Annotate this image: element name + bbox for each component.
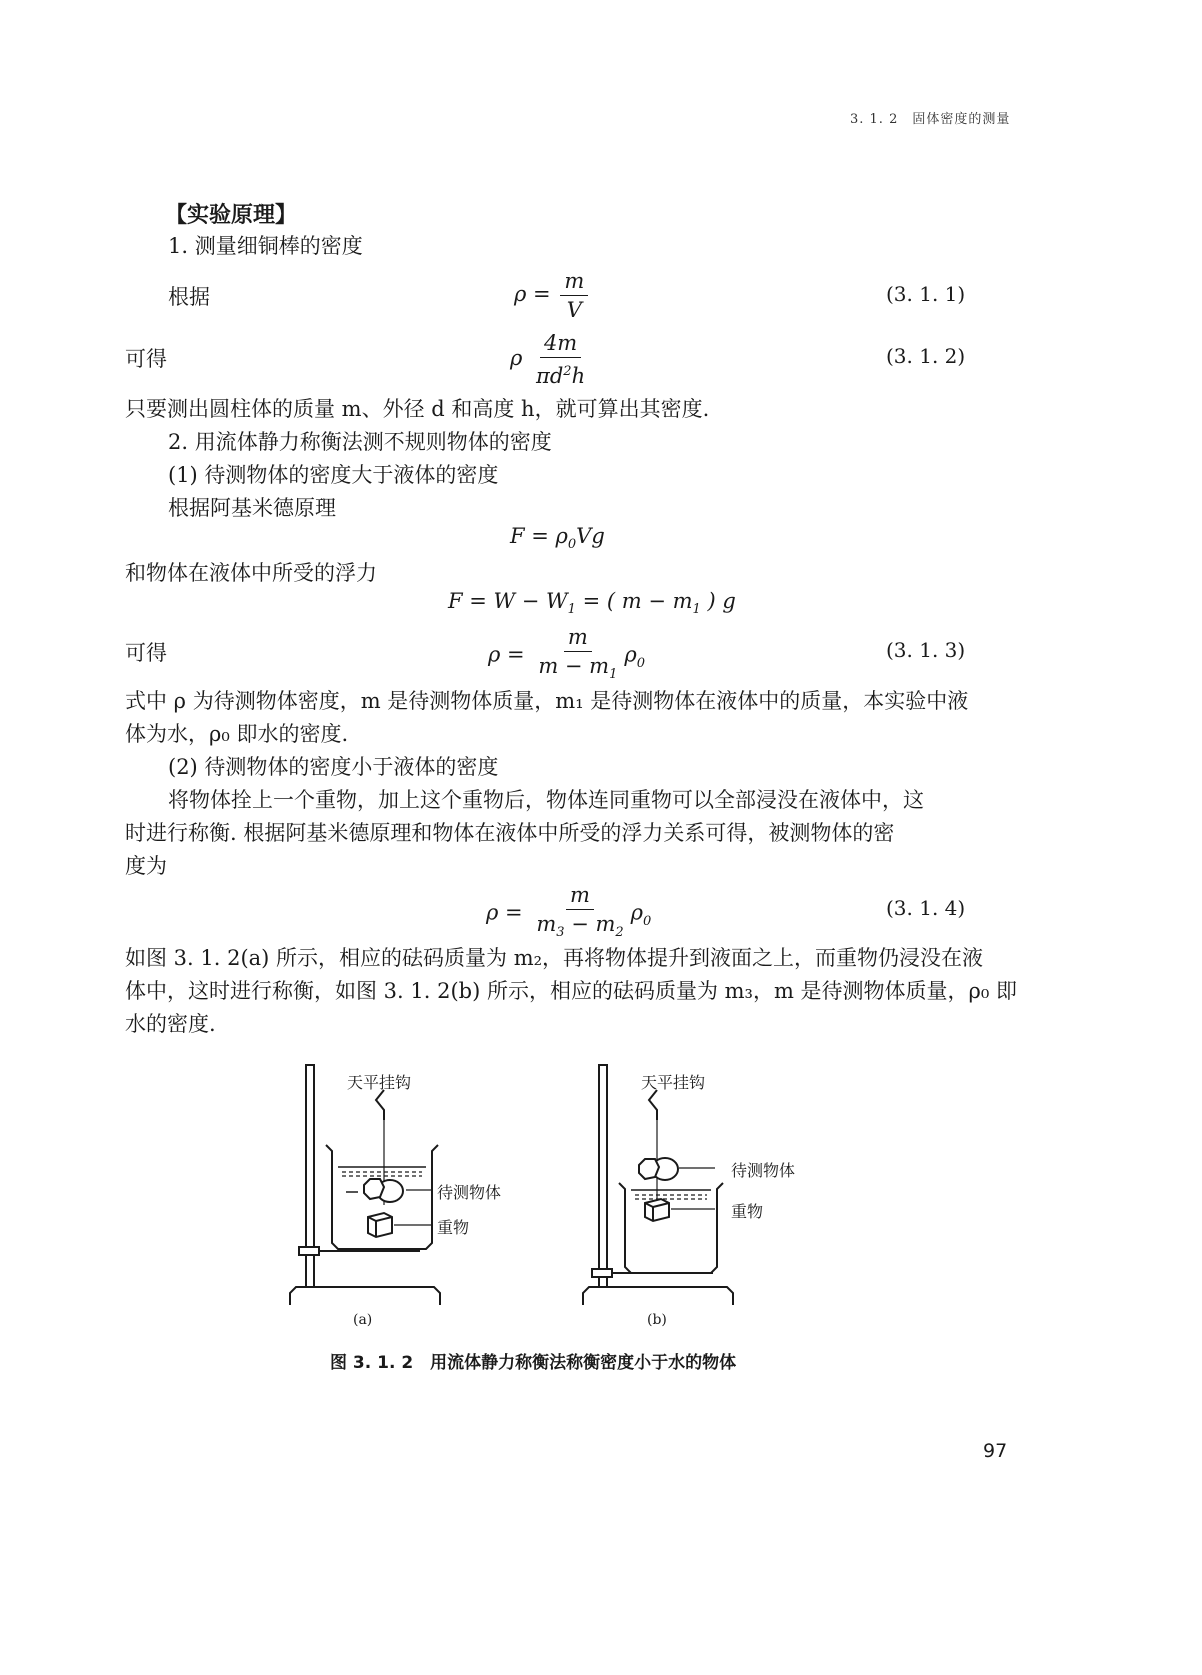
eq4-number: (3. 1. 4) (886, 896, 966, 920)
eq3-lead: 可得 (125, 641, 167, 665)
running-header: 3. 1. 2 固体密度的测量 (850, 112, 1011, 127)
figure-a (290, 1065, 440, 1305)
eq1-lhs: ρ = (514, 282, 551, 306)
eq1-denominator: V (566, 298, 582, 322)
fig-a-sublabel: (a) (353, 1312, 373, 1328)
para4-line3: 水的密度. (125, 1012, 216, 1036)
eqf2-sub: 1 (567, 602, 576, 618)
eqf1-pre: F = ρ (510, 524, 568, 548)
para2-line1: 式中 ρ 为待测物体密度，m 是待测物体质量，m₁ 是待测物体在液体中的质量，本实验中液 (125, 689, 969, 713)
eq2-den-post: h (571, 364, 586, 388)
fig-a-hook-label: 天平挂钩 (347, 1073, 412, 1092)
fig-b-weight-label: 重物 (731, 1202, 764, 1221)
eq1-lead: 根据 (168, 285, 210, 309)
eq2-lead: 可得 (125, 347, 167, 371)
eq4-rho0-sub: 0 (643, 913, 652, 929)
eq4-den-a: m (536, 912, 557, 936)
eq3-denominator (534, 652, 621, 688)
eq3-rho0-sub: 0 (636, 655, 646, 671)
eq2-den-pre: πd (536, 364, 564, 388)
eq3-rho0: ρ (624, 642, 637, 667)
eq3-numerator: m (564, 624, 592, 652)
eq4-den-b: − m (564, 912, 616, 936)
equation-3-1-2 (510, 330, 592, 389)
eq4-fraction (532, 882, 627, 946)
eq3-den-sub: 1 (609, 667, 618, 683)
item1-title: 1. 测量细铜棒的密度 (168, 234, 363, 258)
eqf2-sub2: 1 (692, 602, 701, 618)
eqf1-sub: 0 (567, 537, 577, 553)
equation-3-1-4 (486, 882, 651, 946)
eq2-lhs: ρ (510, 346, 523, 370)
eq4-den-b-sub: 2 (615, 925, 624, 941)
figure-b (583, 1065, 733, 1305)
fig-b-sublabel: (b) (647, 1312, 667, 1328)
eq4-denominator (532, 910, 627, 946)
archimedes-line: 根据阿基米德原理 (168, 496, 336, 520)
equation-3-1-3 (488, 624, 645, 688)
eq1-fraction (560, 268, 588, 323)
item2-title: 2. 用流体静力称衡法测不规则物体的密度 (168, 430, 552, 454)
para2-line2: 体为水，ρ₀ 即水的密度. (125, 722, 349, 746)
eq4-den-a-sub: 3 (556, 925, 565, 941)
sub2-title: (2) 待测物体的密度小于液体的密度 (168, 755, 499, 779)
eq2-fraction (532, 330, 589, 389)
figure-caption: 图 3. 1. 2 用流体静力称衡法称衡密度小于水的物体 (330, 1353, 737, 1373)
eqf2-post: = ( m − m (575, 589, 693, 613)
eqf2-post2: ) g (700, 589, 736, 613)
eq2-den-sup: 2 (563, 364, 572, 379)
eq2-number: (3. 1. 2) (886, 344, 966, 368)
para4-line1: 如图 3. 1. 2(a) 所示，相应的砝码质量为 m₂，再将物体提升到液面之上，而重物仍浸没在液 (125, 946, 984, 970)
equation-f1 (510, 524, 605, 552)
eqf1-post: Vg (576, 524, 605, 548)
fig-a-object-label: 待测物体 (437, 1183, 502, 1202)
equation-3-1-1 (514, 268, 591, 323)
eq3-number: (3. 1. 3) (886, 638, 966, 662)
eq4-rho0: ρ (630, 900, 644, 925)
eq3-fraction (534, 624, 621, 688)
eq1-numerator: m (560, 268, 588, 296)
para3-line3: 度为 (125, 854, 167, 878)
eq2-numerator: 4m (540, 330, 581, 358)
equation-f2 (448, 589, 736, 617)
para3-line2: 时进行称衡. 根据阿基米德原理和物体在液体中所受的浮力关系可得，被测物体的密 (125, 821, 895, 845)
page-number: 97 (983, 1440, 1008, 1462)
eqf2-pre: F = W − W (448, 589, 568, 613)
eq4-numerator: m (566, 882, 594, 910)
para1: 只要测出圆柱体的质量 m、外径 d 和高度 h，就可算出其密度. (125, 397, 710, 421)
section-title: 【实验原理】 (165, 202, 298, 228)
buoyancy-line: 和物体在液体中所受的浮力 (125, 561, 377, 585)
eq3-lhs: ρ = (488, 642, 525, 667)
eq3-den-pre: m − m (538, 654, 610, 678)
figure-3-1-2 (280, 1055, 750, 1340)
eq4-lhs: ρ = (486, 900, 523, 925)
fig-a-weight-label: 重物 (437, 1218, 470, 1237)
eq2-denominator (532, 358, 589, 389)
para4-line2: 体中，这时进行称衡，如图 3. 1. 2(b) 所示，相应的砝码质量为 m₃，m 是待测物体质量，ρ₀ 即 (125, 979, 1017, 1003)
fig-b-object-label: 待测物体 (731, 1161, 796, 1180)
fig-b-hook-label: 天平挂钩 (641, 1073, 706, 1092)
para3-line1: 将物体拴上一个重物，加上这个重物后，物体连同重物可以全部浸没在液体中，这 (168, 788, 924, 812)
sub1-title: (1) 待测物体的密度大于液体的密度 (168, 463, 499, 487)
eq1-number: (3. 1. 1) (886, 282, 966, 306)
